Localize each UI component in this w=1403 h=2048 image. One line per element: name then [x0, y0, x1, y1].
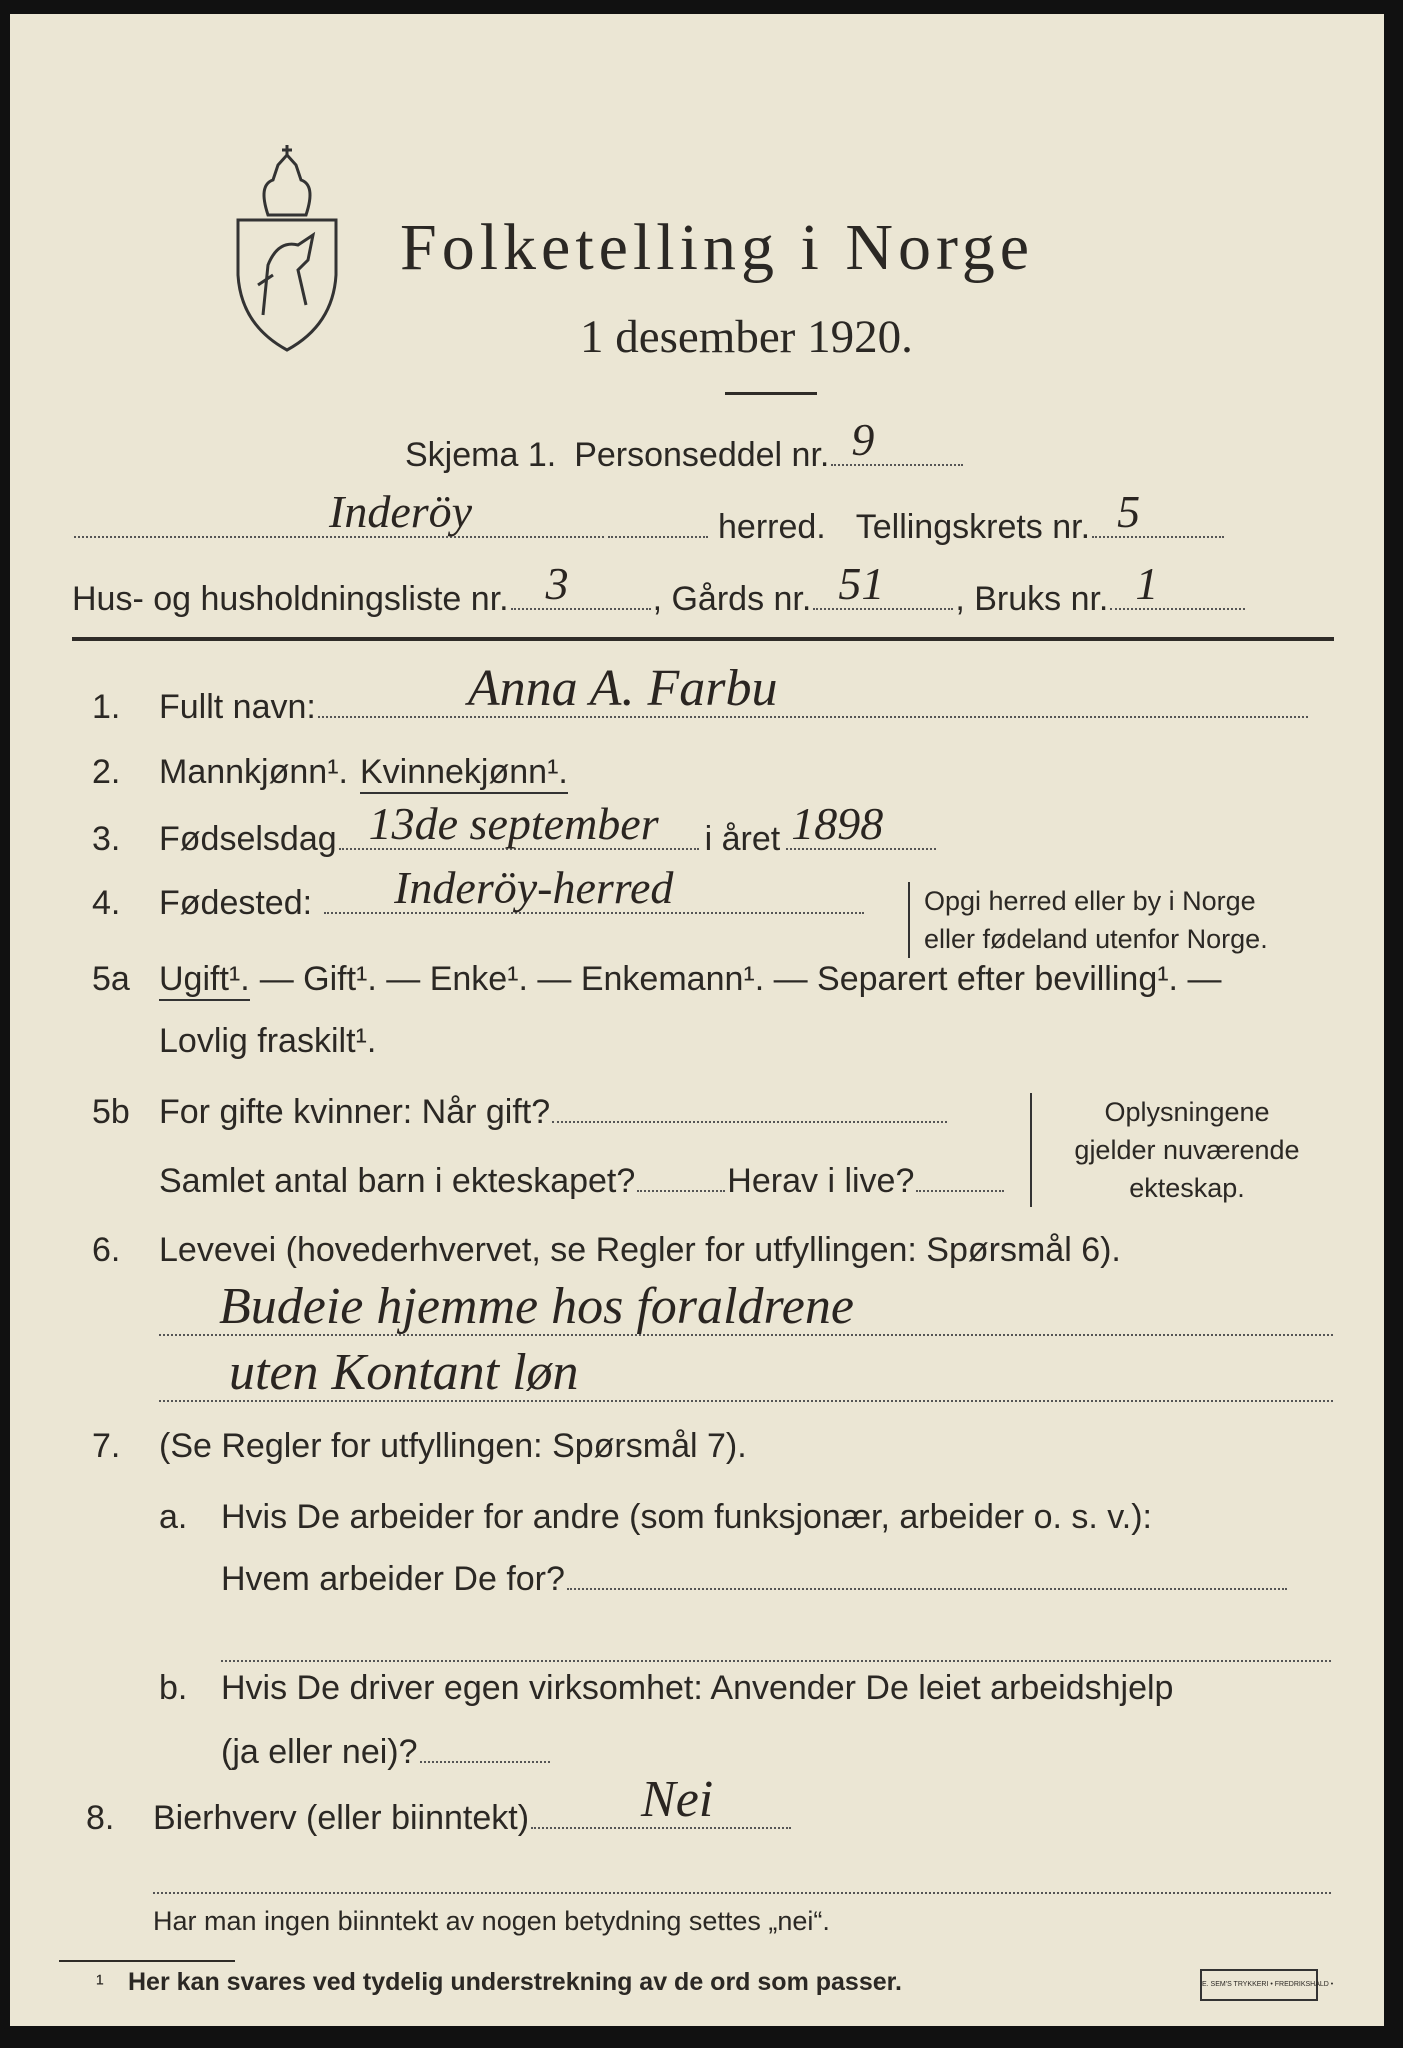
birthplace-note-line2: eller fødeland utenfor Norge.: [924, 924, 1268, 954]
q6-label: Levevei (hovederhvervet, se Regler for utfyllingen: Spørsmål 6).: [159, 1231, 1121, 1269]
footer-note: Har man ingen biinntekt av nogen betydning settes „nei“.: [153, 1906, 830, 1936]
occupation-field-1[interactable]: Budeie hjemme hos foraldrene: [159, 1334, 1333, 1336]
q7-number: 7.: [92, 1427, 121, 1465]
tellingskrets-field[interactable]: 5: [1092, 535, 1224, 538]
q7b-label: Hvis De driver egen virksomhet: Anvender De leiet arbeidshjelp: [221, 1669, 1174, 1707]
employer-label: Hvem arbeider De for?: [221, 1560, 565, 1598]
year-label: i året: [704, 820, 781, 858]
hus-field[interactable]: 3: [511, 607, 651, 610]
marriage-note-line3: ekteskap.: [1129, 1173, 1245, 1203]
q1-label: Fullt navn:: [159, 688, 316, 726]
header-rule: [72, 637, 1334, 641]
skjema-label: Skjema 1.: [405, 436, 557, 474]
birthplace-note: [908, 882, 1268, 958]
status-ugift-option[interactable]: Ugift¹.: [159, 960, 250, 1001]
census-date: 1 desember 1920.: [580, 311, 913, 363]
side-income-field[interactable]: Nei: [531, 1826, 791, 1829]
herred-field[interactable]: Inderöy: [74, 535, 604, 538]
q3-label: Fødselsdag: [159, 820, 337, 858]
coat-of-arms-icon: [228, 145, 346, 355]
gender-female-option[interactable]: Kvinnekjønn¹.: [360, 753, 568, 794]
footnote-rule: [59, 1960, 235, 1962]
q3-number: 3.: [92, 820, 121, 858]
children-label: Samlet antal barn i ekteskapet?: [159, 1162, 636, 1200]
birth-year-field[interactable]: 1898: [786, 847, 936, 850]
side-income-field-2[interactable]: [153, 1892, 1331, 1894]
q1-number: 1.: [92, 688, 121, 726]
q5b-number: 5b: [92, 1093, 130, 1131]
q7b-number: b.: [159, 1669, 188, 1707]
footnote: Her kan svares ved tydelig understrekning av de ord som passer.: [128, 1968, 902, 1996]
status-other-options[interactable]: — Gift¹. — Enke¹. — Enkemann¹. — Separert efter bevilling¹. —: [259, 960, 1222, 998]
birthday-field[interactable]: 13de september: [339, 847, 699, 850]
footnote-mark: ¹: [96, 1970, 104, 1996]
q7-label: (Se Regler for utfyllingen: Spørsmål 7).: [159, 1427, 747, 1465]
alive-label: Herav i live?: [727, 1162, 915, 1200]
employer-field[interactable]: [567, 1587, 1287, 1590]
hired-help-field[interactable]: [420, 1760, 550, 1763]
q7a-label: Hvis De arbeider for andre (som funksjonær, arbeider o. s. v.):: [221, 1498, 1152, 1536]
personseddel-label: Personseddel nr.: [574, 436, 830, 474]
alive-field[interactable]: [916, 1189, 1004, 1192]
status-fraskilt-option[interactable]: Lovlig fraskilt¹.: [159, 1022, 377, 1060]
marriage-note: [1030, 1093, 1342, 1207]
herred-label: herred.: [718, 508, 826, 546]
married-when-field[interactable]: [552, 1120, 947, 1123]
title-divider: [725, 392, 817, 395]
bruks-field[interactable]: 1: [1110, 607, 1245, 610]
full-name-field[interactable]: Anna A. Farbu: [318, 715, 1308, 718]
q8-number: 8.: [86, 1799, 115, 1837]
herred-field-extension: [608, 535, 708, 538]
personseddel-field[interactable]: 9: [831, 463, 963, 466]
q4-label: Fødested:: [159, 884, 313, 922]
birthplace-field[interactable]: Inderöy-herred: [324, 911, 864, 914]
gards-label: , Gårds nr.: [652, 580, 812, 618]
occupation-field-2[interactable]: uten Kontant løn: [159, 1400, 1333, 1402]
printer-stamp: E. SEM'S TRYKKERI • FREDRIKSHALD •: [1200, 1969, 1318, 2001]
gender-male-option[interactable]: Mannkjønn¹.: [159, 753, 348, 791]
hus-label: Hus- og husholdningsliste nr.: [72, 580, 509, 618]
children-field[interactable]: [637, 1189, 725, 1192]
marriage-note-line1: Oplysningene: [1104, 1097, 1270, 1127]
q5a-number: 5a: [92, 960, 130, 998]
q2-number: 2.: [92, 753, 121, 791]
gards-field[interactable]: 51: [813, 607, 953, 610]
hired-help-label: (ja eller nei)?: [221, 1733, 418, 1771]
bruks-label: , Bruks nr.: [955, 580, 1109, 618]
q7a-number: a.: [159, 1498, 188, 1536]
q4-number: 4.: [92, 884, 121, 922]
form-title: Folketelling i Norge: [400, 211, 1035, 284]
q6-number: 6.: [92, 1231, 121, 1269]
tellingskrets-label: Tellingskrets nr.: [855, 508, 1091, 546]
q5b-label: For gifte kvinner: Når gift?: [159, 1093, 551, 1131]
q8-label: Bierhverv (eller biinntekt): [153, 1799, 530, 1837]
birthplace-note-line1: Opgi herred eller by i Norge: [924, 886, 1256, 916]
employer-field-2[interactable]: [221, 1660, 1331, 1662]
marriage-note-line2: gjelder nuværende: [1074, 1135, 1300, 1165]
